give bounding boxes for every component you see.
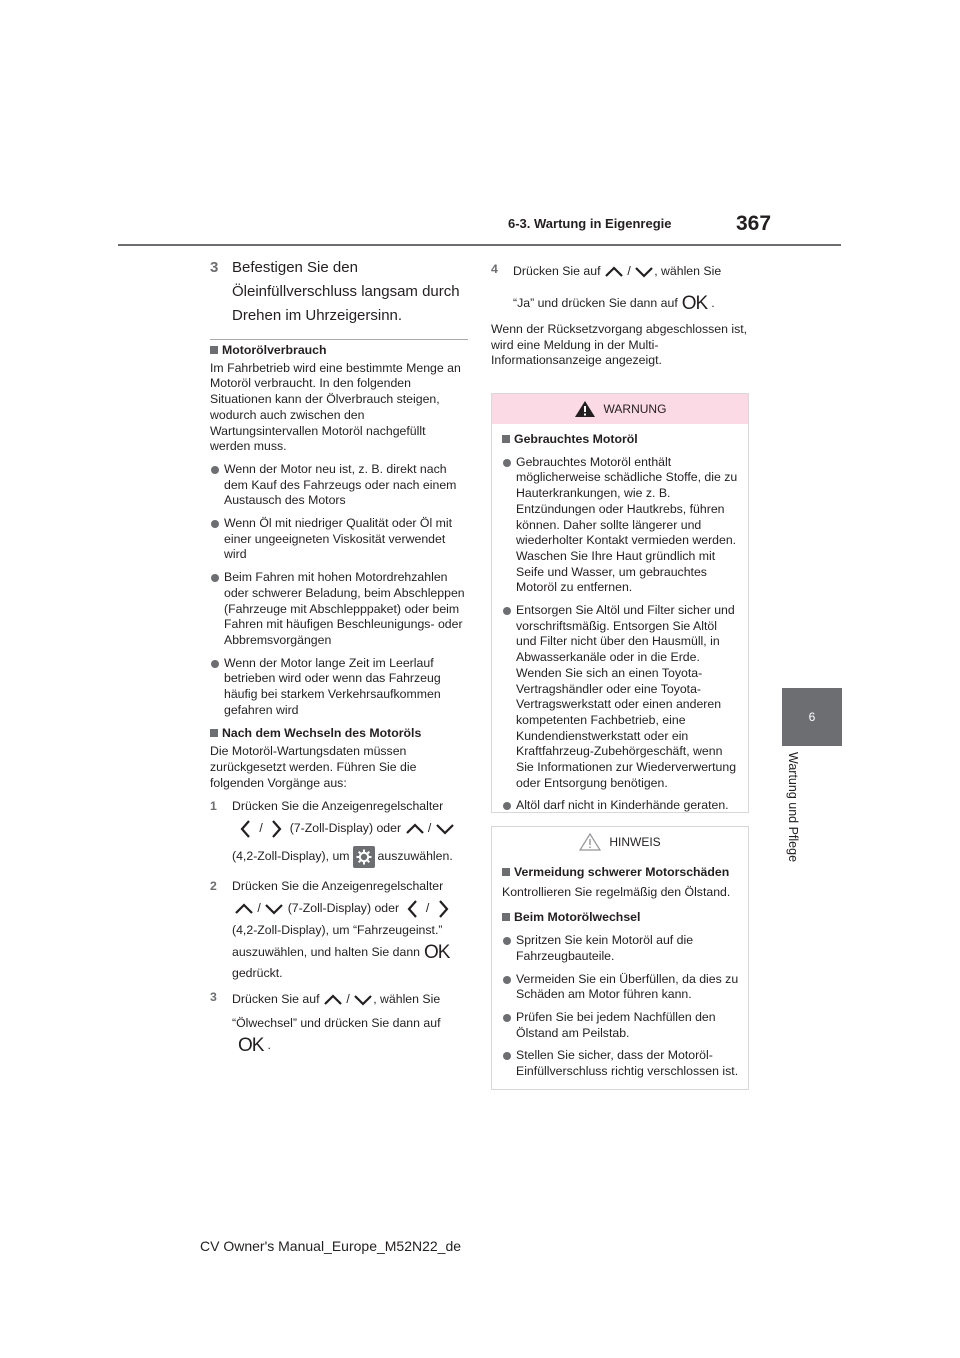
bullet-text: Wenn der Motor neu ist, z. B. direkt nach dem Kauf des Fahrzeugs oder nach einem Austausch des Motors	[224, 461, 457, 508]
chevron-down-icon	[634, 262, 654, 282]
bullet-text: Beim Fahren mit hohen Motordrehzahlen oder schwerer Beladung, beim Abschleppen (Fahrzeuge mit Abschlepppaket) oder beim Fahren mit häufigen Beschleunigungs- oder Abbremsvorgängen	[224, 570, 465, 647]
bullet-dot-icon	[503, 802, 511, 810]
step-text: (7-Zoll-Display) oder	[287, 900, 400, 915]
chevron-down-icon	[353, 990, 373, 1010]
bullet-dot-icon	[503, 607, 511, 615]
chevron-down-icon	[435, 819, 455, 839]
square-bullet-icon	[210, 346, 218, 354]
square-bullet-icon	[502, 913, 510, 921]
ok-button-icon: OK	[238, 1034, 264, 1056]
bullet-text: Prüfen Sie bei jedem Nachfüllen den Ölstand am Peilstab.	[516, 1009, 716, 1040]
chevron-up-icon	[323, 990, 343, 1010]
right-column	[491, 262, 749, 369]
bullet-dot-icon	[503, 1052, 511, 1060]
step-text: “Ölwechsel” und drücken Sie dann auf	[232, 1016, 441, 1031]
left-column	[210, 256, 468, 328]
step-text: (4,2-Zoll-Display), um	[232, 849, 350, 864]
bullet-text: Wenn der Motor lange Zeit im Leerlauf betrieben wird oder wenn das Fahrzeug häufig bei starkem Verkehrsaufkommen gefahren wird	[224, 655, 441, 717]
reset-step-2	[210, 879, 468, 982]
square-bullet-icon	[210, 729, 218, 737]
bullet-dot-icon	[503, 937, 511, 945]
bullet-dot-icon	[503, 459, 511, 467]
warning-header	[492, 394, 748, 424]
hint-box	[491, 826, 749, 1090]
consumption-bullets	[210, 462, 468, 719]
reset-step-3	[210, 990, 468, 1060]
reset-step-1	[210, 799, 468, 871]
step-text: .	[267, 1037, 271, 1052]
chevron-left-icon	[236, 819, 256, 839]
step-number: 1	[210, 799, 217, 814]
square-bullet-icon	[502, 435, 510, 443]
bullet-dot-icon	[503, 1014, 511, 1022]
bullet-dot-icon	[211, 660, 219, 668]
bullet-text: Spritzen Sie kein Motoröl auf die Fahrzeugbauteile.	[516, 933, 694, 963]
warning-bullets	[502, 455, 740, 814]
section-title: 6-3. Wartung in Eigenregie	[508, 216, 672, 231]
list-item	[210, 462, 468, 509]
reset-step-4	[491, 262, 749, 318]
bullet-dot-icon	[211, 466, 219, 474]
list-item	[210, 656, 468, 719]
after-change-intro: Die Motoröl-Wartungsdaten müssen zurückgesetzt werden. Führen Sie die folgenden Vorgänge aus:	[210, 744, 417, 790]
warning-subheading	[502, 432, 740, 448]
list-item	[502, 933, 740, 964]
consumption-heading	[210, 343, 468, 359]
chevron-left-icon	[403, 899, 423, 919]
list-item	[502, 1048, 740, 1079]
chevron-down-icon	[264, 899, 284, 919]
hint-header	[492, 827, 748, 857]
bullet-text: Entsorgen Sie Altöl und Filter sicher und vorschriftsmäßig. Entsorgen Sie Altöl und Filter nicht über den Hausmüll, in Abwasserkanäle oder in die Erde. Wenden Sie sich an einen Toyota-Vertragshändler oder eine Toyota-Vertragswerkstatt oder einen anderen kompetenten Fachbetrieb, eine Kundendienstwerkstatt oder ein Kraftfahrzeug-Zubehörgeschäft, wenn Sie Informationen zur Wiederverwertung oder Entsorgung benötigen.	[516, 603, 737, 790]
chapter-label: Wartung und Pflege	[786, 752, 800, 863]
square-bullet-icon	[502, 868, 510, 876]
slash: /	[427, 821, 432, 836]
list-item	[502, 603, 740, 791]
chevron-up-icon	[604, 262, 624, 282]
chevron-right-icon	[266, 819, 286, 839]
step-text: Drücken Sie die Anzeigenregelschalter	[232, 799, 444, 814]
chapter-number: 6	[808, 710, 816, 724]
consumption-intro: Im Fahrbetrieb wird eine bestimmte Menge an Motoröl verbraucht. In den folgenden Situationen kann der Ölverbrauch steigen, wodurch auch zwischen den Wartungsintervallen Motoröl nachgefüllt werden muss.	[210, 360, 461, 454]
chapter-tab	[782, 688, 842, 746]
warning-triangle-icon	[574, 400, 596, 418]
bullet-dot-icon	[211, 574, 219, 582]
list-item	[502, 1010, 740, 1041]
step-3-fasten	[210, 256, 468, 328]
footer-text: CV Owner's Manual_Europe_M52N22_de	[200, 1238, 462, 1254]
step-number: 4	[491, 262, 498, 276]
list-item	[210, 570, 468, 649]
step-text: , wählen Sie	[373, 992, 441, 1007]
step-number: 2	[210, 878, 217, 893]
hint-title: HINWEIS	[609, 835, 661, 849]
hint-sub2: Beim Motorölwechsel	[514, 910, 641, 925]
chevron-up-icon	[234, 899, 254, 919]
header-rule	[118, 244, 841, 246]
step-text: (7-Zoll-Display) oder	[289, 821, 402, 836]
hint-subheading-1	[502, 865, 740, 881]
step-text: auszuwählen, und halten Sie dann	[232, 944, 421, 959]
bullet-text: Vermeiden Sie ein Überfüllen, da dies zu Schäden am Motor führen kann.	[516, 971, 739, 1002]
hint-bullets	[502, 933, 740, 1080]
after-change-title: Nach dem Wechseln des Motoröls	[222, 726, 422, 741]
list-item	[502, 455, 740, 596]
after-change-heading	[210, 726, 468, 742]
hint-text-1: Kontrollieren Sie regelmäßig den Ölstand.	[502, 884, 731, 899]
ok-button-icon: OK	[681, 293, 708, 315]
consumption-section	[210, 343, 468, 1060]
step-text: gedrückt.	[232, 966, 283, 981]
step-text: .	[711, 296, 715, 311]
ok-button-icon: OK	[424, 941, 450, 963]
slash: /	[257, 900, 261, 915]
bullet-text: Stellen Sie sicher, dass der Motoröl-Einfüllverschluss richtig verschlossen ist.	[516, 1048, 739, 1079]
step-text: Drücken Sie auf	[232, 992, 320, 1007]
step-text: (4,2-Zoll-Display), um “Fahrzeugeinst.”	[232, 922, 443, 937]
gear-icon	[353, 846, 375, 868]
step-text: Drücken Sie auf	[513, 264, 601, 279]
slash: /	[346, 992, 350, 1007]
warning-title: WARNUNG	[603, 402, 667, 416]
list-item	[502, 798, 740, 814]
slash: /	[425, 900, 430, 915]
step-text: auszuwählen.	[377, 849, 453, 864]
hint-subheading-2	[502, 910, 740, 926]
page-number: 367	[736, 212, 772, 235]
slash: /	[627, 264, 631, 279]
step-number: 3	[210, 990, 217, 1005]
step-text: , wählen Sie	[654, 264, 722, 279]
warning-box	[491, 393, 749, 813]
step-text: Drücken Sie die Anzeigenregelschalter	[232, 878, 444, 893]
bullet-dot-icon	[211, 520, 219, 528]
bullet-dot-icon	[503, 976, 511, 984]
step-number: 3	[210, 259, 219, 276]
notice-triangle-icon	[579, 833, 601, 851]
warning-subtitle: Gebrauchtes Motoröl	[514, 432, 638, 446]
bullet-text: Wenn Öl mit niedriger Qualität oder Öl mit einer ungeeigneten Viskosität verwendet wird	[224, 516, 453, 562]
bullet-text: Altöl darf nicht in Kinderhände geraten.	[516, 798, 729, 813]
list-item	[502, 972, 740, 1003]
step-text: “Ja” und drücken Sie dann auf	[513, 296, 678, 311]
bullet-text: Gebrauchtes Motoröl enthält möglicherweise schädliche Stoffe, die zu Hauterkrankungen, wie z. B. Entzündungen oder Hautkrebs, führen können. Daher sollte längerer und wiederholter Kontakt vermieden werden. Waschen Sie Ihre Haut gründlich mit Seife und Wasser, um gebrauchtes Motoröl zu entfernen.	[516, 454, 738, 595]
section-divider	[210, 339, 468, 340]
reset-note: Wenn der Rücksetzvorgang abgeschlossen ist, wird eine Meldung in der Multi-Informationsanzeige angezeigt.	[491, 322, 748, 368]
consumption-title: Motorölverbrauch	[222, 343, 327, 357]
chevron-right-icon	[433, 899, 453, 919]
slash: /	[259, 821, 263, 836]
chevron-up-icon	[405, 819, 425, 839]
chapter-side-label	[784, 752, 804, 912]
step-text: Befestigen Sie den Öleinfüllverschluss langsam durch Drehen im Uhrzeigersinn.	[232, 259, 460, 324]
list-item	[210, 516, 468, 563]
hint-sub1: Vermeidung schwerer Motorschäden	[514, 865, 730, 879]
